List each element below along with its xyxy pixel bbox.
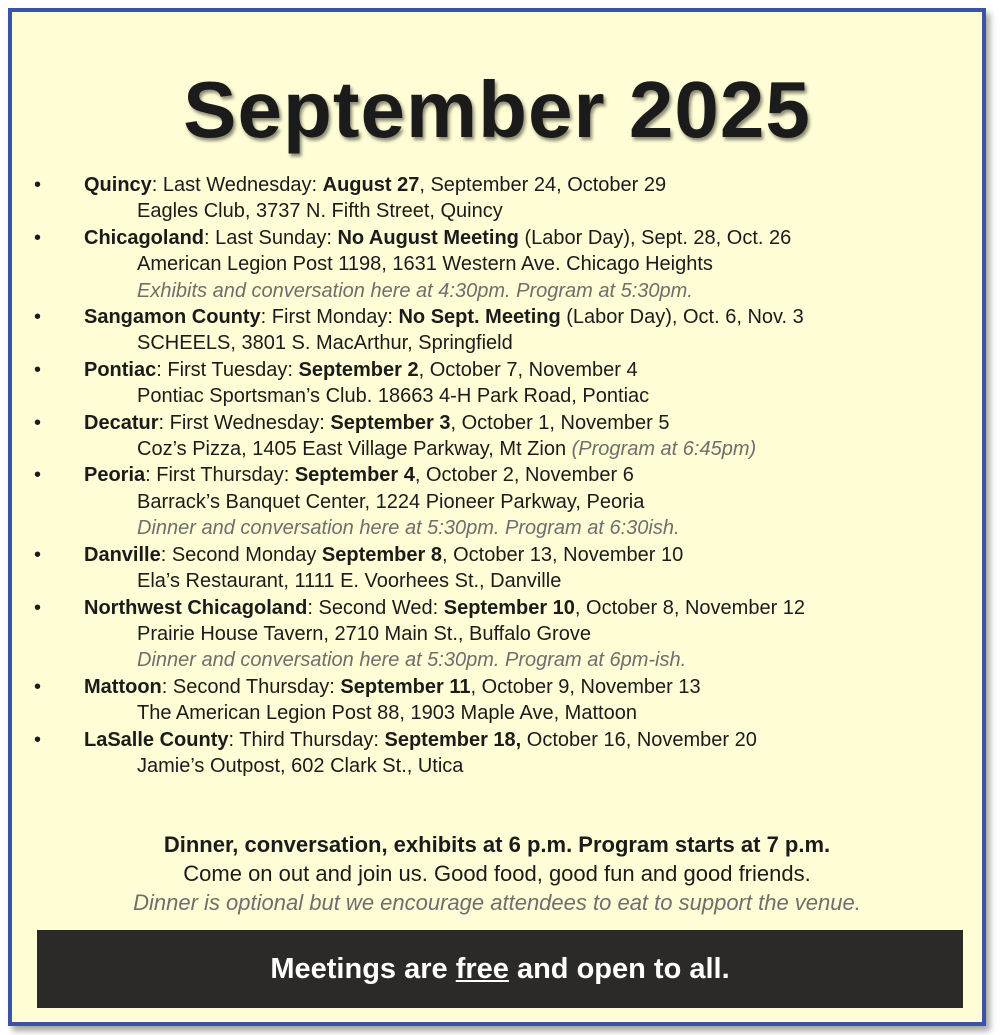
flyer-frame bbox=[8, 8, 986, 1026]
meeting-venue-address: American Legion Post 1198, 1631 Western Ave. Chicago Heights bbox=[137, 253, 713, 276]
meeting-later-dates: , October 1, November 5 bbox=[450, 411, 670, 434]
meeting-schedule bbox=[12, 357, 982, 383]
meeting-entry bbox=[12, 595, 982, 674]
meeting-venue-address: Pontiac Sportsman’s Club. 18663 4-H Park Road, Pontiac bbox=[137, 385, 650, 408]
meeting-venue bbox=[12, 198, 982, 224]
meeting-venue-address: SCHEELS, 3801 S. MacArthur, Springfield bbox=[137, 332, 513, 355]
meeting-venue bbox=[12, 753, 982, 779]
bullet-icon: • bbox=[34, 411, 42, 434]
meeting-next-date: September 11 bbox=[340, 675, 471, 698]
meeting-later-dates: , October 9, November 13 bbox=[470, 675, 701, 698]
meeting-schedule bbox=[12, 595, 982, 621]
banner-text-after: and open to all. bbox=[508, 953, 730, 985]
banner-text-before: Meetings are bbox=[270, 953, 456, 985]
bullet-icon: • bbox=[34, 675, 42, 698]
meeting-venue bbox=[12, 700, 982, 726]
meeting-location: LaSalle County bbox=[84, 728, 229, 751]
meeting-later-dates: , October 13, November 10 bbox=[441, 543, 684, 566]
meeting-entry bbox=[12, 410, 982, 463]
meeting-later-dates: , September 24, October 29 bbox=[419, 174, 667, 196]
meeting-list bbox=[12, 172, 982, 779]
footer-text bbox=[12, 830, 982, 917]
meeting-venue-address: Barrack’s Banquet Center, 1224 Pioneer Parkway, Peoria bbox=[137, 490, 645, 513]
bullet-icon: • bbox=[34, 226, 42, 249]
meeting-venue-address: Ela’s Restaurant, 1111 E. Voorhees St., Danville bbox=[137, 570, 562, 593]
meeting-next-date: No August Meeting bbox=[337, 226, 519, 249]
meeting-entry bbox=[12, 462, 982, 541]
meeting-venue-address: Coz’s Pizza, 1405 East Village Parkway, Mt Zion bbox=[137, 438, 572, 461]
footer-dinner-note: Dinner is optional but we encourage attendees to eat to support the venue. bbox=[133, 890, 861, 915]
meeting-frequency: : First Wednesday: bbox=[158, 411, 331, 434]
meeting-entry bbox=[12, 225, 982, 304]
meeting-frequency: : Third Thursday: bbox=[228, 728, 385, 751]
meeting-schedule bbox=[12, 172, 982, 198]
meeting-frequency: : Second Thursday: bbox=[161, 675, 341, 698]
meeting-venue bbox=[12, 568, 982, 594]
meeting-entry bbox=[12, 172, 982, 225]
meeting-frequency: : Last Sunday: bbox=[204, 226, 338, 249]
meeting-entry bbox=[12, 542, 982, 595]
page-title: September 2025 bbox=[183, 65, 811, 154]
meeting-later-dates: , October 2, November 6 bbox=[414, 464, 634, 487]
meeting-frequency: : First Monday: bbox=[260, 306, 399, 329]
meeting-venue-address: Eagles Club, 3737 N. Fifth Street, Quincy bbox=[137, 200, 503, 223]
bullet-icon: • bbox=[34, 306, 42, 329]
meeting-schedule bbox=[12, 410, 982, 436]
meeting-later-dates: October 16, November 20 bbox=[521, 728, 757, 751]
meeting-later-dates: , October 7, November 4 bbox=[418, 358, 638, 381]
meeting-location: Northwest Chicagoland bbox=[84, 596, 308, 619]
banner-text-free: free bbox=[455, 953, 509, 985]
meeting-location: Mattoon bbox=[84, 675, 162, 698]
meeting-note: Dinner and conversation here at 5:30pm. Program at 6:30ish. bbox=[137, 517, 680, 540]
meeting-venue bbox=[12, 330, 982, 356]
footer-invite-line: Come on out and join us. Good food, good fun and good friends. bbox=[183, 861, 811, 886]
bullet-icon: • bbox=[34, 728, 42, 751]
meeting-schedule bbox=[12, 674, 982, 700]
meeting-venue bbox=[12, 489, 982, 515]
meeting-venue-address: The American Legion Post 88, 1903 Maple Ave, Mattoon bbox=[137, 702, 637, 725]
meeting-entry bbox=[12, 674, 982, 727]
meeting-note: Dinner and conversation here at 5:30pm. Program at 6pm-ish. bbox=[137, 649, 687, 672]
meeting-later-dates: (Labor Day), Sept. 28, Oct. 26 bbox=[518, 226, 792, 249]
meeting-entry bbox=[12, 357, 982, 410]
bullet-icon: • bbox=[34, 543, 42, 566]
meeting-next-date: September 10 bbox=[443, 596, 575, 619]
bullet-icon: • bbox=[34, 596, 42, 619]
meeting-location: Sangamon County bbox=[84, 306, 261, 329]
footer-schedule-line: Dinner, conversation, exhibits at 6 p.m. Program starts at 7 p.m. bbox=[163, 832, 831, 857]
bullet-icon: • bbox=[34, 464, 42, 487]
meeting-entry bbox=[12, 727, 982, 780]
meeting-venue-address: Jamie’s Outpost, 602 Clark St., Utica bbox=[137, 754, 464, 777]
meeting-next-date: September 18, bbox=[384, 728, 522, 751]
bullet-icon: • bbox=[34, 174, 42, 196]
meeting-venue bbox=[12, 621, 982, 647]
meeting-location: Danville bbox=[84, 543, 161, 566]
meeting-schedule bbox=[12, 462, 982, 488]
meeting-next-date: September 2 bbox=[298, 358, 419, 381]
meeting-next-date: September 4 bbox=[294, 464, 415, 487]
meeting-entry bbox=[12, 304, 982, 357]
meeting-later-dates: , October 8, November 12 bbox=[574, 596, 806, 619]
meeting-next-date: No Sept. Meeting bbox=[398, 306, 561, 329]
meeting-venue bbox=[12, 251, 982, 277]
meeting-location: Peoria bbox=[84, 464, 146, 487]
meeting-location: Decatur bbox=[84, 411, 159, 434]
meeting-schedule bbox=[12, 542, 982, 568]
meeting-frequency: : Second Monday bbox=[160, 543, 322, 566]
meeting-venue-address: Prairie House Tavern, 2710 Main St., Buffalo Grove bbox=[137, 622, 591, 645]
meeting-location: Chicagoland bbox=[84, 226, 205, 249]
meeting-venue bbox=[12, 436, 982, 462]
meeting-frequency: : First Tuesday: bbox=[156, 358, 299, 381]
meeting-frequency: : Last Wednesday: bbox=[151, 174, 323, 196]
meeting-next-date: September 8 bbox=[321, 543, 442, 566]
meeting-schedule bbox=[12, 727, 982, 753]
bullet-icon: • bbox=[34, 358, 42, 381]
meeting-location: Pontiac bbox=[84, 358, 157, 381]
free-meetings-banner bbox=[37, 930, 963, 1008]
meeting-schedule bbox=[12, 225, 982, 251]
meeting-schedule bbox=[12, 304, 982, 330]
meeting-next-date: August 27 bbox=[322, 174, 420, 196]
meeting-location: Quincy bbox=[84, 174, 152, 196]
meeting-later-dates: (Labor Day), Oct. 6, Nov. 3 bbox=[560, 306, 804, 329]
meeting-frequency: : First Thursday: bbox=[145, 464, 295, 487]
meeting-program-time: (Program at 6:45pm) bbox=[571, 438, 757, 461]
meeting-frequency: : Second Wed: bbox=[307, 596, 444, 619]
meeting-next-date: September 3 bbox=[330, 411, 451, 434]
meeting-note: Exhibits and conversation here at 4:30pm. Program at 5:30pm. bbox=[137, 279, 693, 302]
meeting-venue bbox=[12, 383, 982, 409]
